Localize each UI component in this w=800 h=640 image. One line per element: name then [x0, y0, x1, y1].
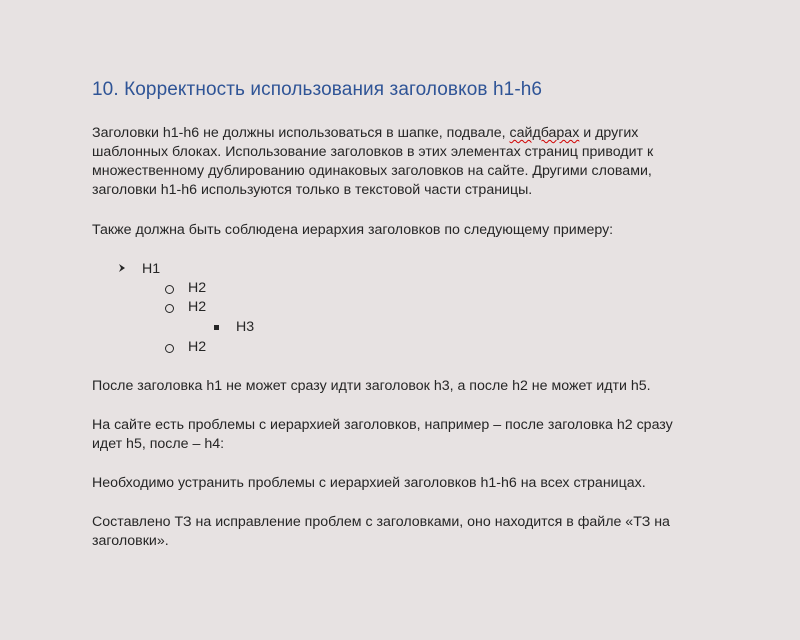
circle-bullet-icon	[165, 304, 174, 313]
document-page	[92, 78, 712, 549]
square-bullet-icon	[214, 325, 219, 330]
arrow-icon	[116, 262, 128, 274]
list-item-label: H2	[188, 339, 207, 355]
list-item-label: H3	[236, 319, 255, 335]
circle-bullet-icon	[165, 285, 174, 294]
list-item-label: H2	[188, 280, 207, 296]
paragraph-heading-usage	[92, 124, 702, 200]
paragraph-text-start: Заголовки h1-h6 не должны использоваться в шапке, подвале,	[92, 125, 510, 141]
spellcheck-flagged-word[interactable]: сайдбарах	[509, 125, 580, 141]
circle-bullet-icon	[165, 344, 174, 353]
paragraph-site-problems: На сайте есть проблемы с иерархией заголовков, например – после заголовка h2 сразу идет h5, после – h4:	[92, 417, 673, 452]
paragraph-fix-required: Необходимо устранить проблемы с иерархией заголовков h1-h6 на всех страницах.	[92, 475, 646, 491]
list-item-label: H2	[188, 299, 207, 315]
paragraph-text-rest: и других шаблонных блоках. Использование заголовков в этих элементах страниц приводит к множественному дублированию одинаковых заголовков на сайте. Другими словами, заголовки h1-h6 используются только в текстовой части страницы.	[92, 125, 654, 198]
list-item-label: H1	[142, 261, 161, 277]
paragraph-hierarchy-rule: После заголовка h1 не может сразу идти заголовок h3, а после h2 не может идти h5.	[92, 378, 651, 394]
paragraph-spec-reference: Составлено ТЗ на исправление проблем с заголовками, оно находится в файле «ТЗ на заголовки».	[92, 514, 670, 549]
section-heading: 10. Корректность использования заголовков h1-h6	[92, 79, 543, 100]
paragraph-hierarchy-intro: Также должна быть соблюдена иерархия заголовков по следующему примеру:	[92, 222, 614, 238]
